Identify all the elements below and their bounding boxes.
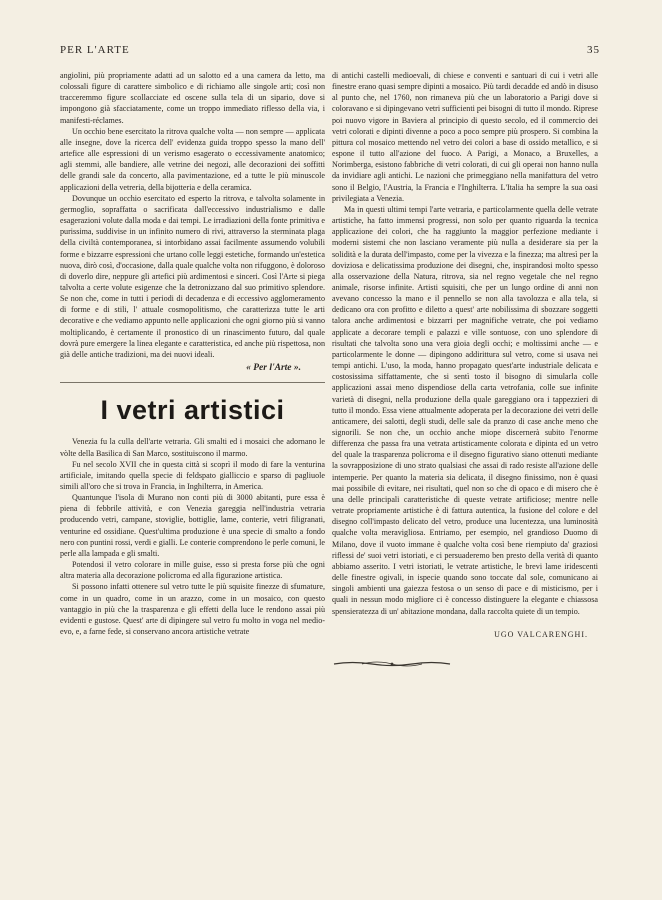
paragraph: Ma in questi ultimi tempi l'arte vetraria, e particolarmente quella delle vetrate artistiche, ha fatto immensi progressi, non solo per quanto riguarda la tecnica applicazione dei colori, che ha raggiunto la maggior perfezione mediante i moderni sistemi che non lasciano veramente più nulla a desiderare sia per la solidità e la durata dell'impasto, come per la vivezza e la finezza; ma altresì per la doviziosa e delicatissima produzione dei disegni, che, inspirandosi molto spesso alla osservazione della Natura, ritrova, sia nel regno vegetale che nel regno animale, risorse infinite. Artisti squisiti, che per un lungo ordine di anni non avevano concesso la mano e il pennello se non alla tavolozza e alla tela, si dedicano ora con profitto e diletto a quest' arte nobilissima di sbozzare soggetti talora anche ardimentosi e bizzarri per magnifiche vetrate, che poi vediamo applicate a decorare templi e palazzi e ville sontuose, con uno splendore di risultati che talvolta sono una vera gioia degli occhi; e moltissimi anche — e particolarmente le donne — dipingono addirittura sul vetro, come si usava nei tempi antichi. L'uso, la moda, hanno propagato quest'arte industriale delicata e costosissima siffattamente, che si sentì tosto il bisogno di simularla colle applicazioni assai meno dispendiose della carta vetrofania, colle sue infinite varietà di disegni, nella produzione della quale gareggiano ora i tappezzieri di tutto il mondo. Essa viene attualmente adoperata per la decorazione dei vetri delle anticamere, dei salotti, degli studi, delle sale da pranzo di case anche meno che signorili. Se non che, un occhio anche miope discernerà subito l'enorme differenza che passa fra una vetrata artisticamente colorata e dipinta ed un vetro del quale la trasparenza policroma e il disegno figurativo siano ottenuti mediante la sovrapposizione di uno strato qualsiasi che assai di rado resiste all'azione delle intemperie. Per quanto la materia sia delicata, il disegno finissimo, non è quasi mai possibile di evitare, nei risultati, quel non so che di opaco e di misero che è una delle principali caratteristiche di queste vetrate artificiose; mentre nelle vetrate propriamente artistiche è di fattura autentica, la fusione del colore e del disegno coll'impasto delicato del vetro, produce una lucentezza, una luminosità qualche volta meravigliosa. Entriamo, per esempio, nel grandioso Duomo di Milano, dove il vuoto immane è qualche volta così bene riempiuto da' graziosi riflessi de' suoi vetri istoriati, e ci persuaderemo ben presto della verità di quanto abbiamo asserito. I vetri istoriati, le vetrate artistiche, le brevi lame iridescenti delle finestre ogivali, in ispecie quando sono toccate dal sole, comunicano ai singoli ambienti una gaiezza festosa o un senso di pace e di misticismo, per i quali in nessun modo migliore ci è concesso distinguere la elegante e chiassosa spensieratezza di un' abitazione mondana, dalla raccolta quiete di un tempio. (332, 204, 598, 616)
paragraph: Quantunque l'isola di Murano non conti più di 3000 abitanti, pure essa è piena di febbrile attività, e con Venezia gareggia nell'industria vetraria producendo vetri, campane, stoviglie, bottiglie, lame, conterie, vetri filigranati, venturine ed ossidiane. Quest'ultima produzione è una specie di smalto a fondo nero con puntini rossi, verdi e gialli. Le conterie comprendono le perle comuni, le perle alla lampada e gli smalti. (60, 493, 325, 558)
paragraph: Fu nel secolo XVII che in questa città si scoprì il modo di fare la venturina artificiale, imitando quella specie di feldspato gialliccio e sparso di pagliuole simili all'oro che si trova in Francia, in Inghilterra, in America. (60, 459, 325, 491)
section-divider (60, 382, 325, 383)
paragraph: di antichi castelli medioevali, di chiese e conventi e santuari di cui i vetri alle finestre erano quasi sempre dipinti a mosaico. Più tardi decadde ed andò in disuso al punto che, nel 1760, non rimaneva più che un laboratorio a Parigi dove si coloravano e si dipingevano vetri sufficienti pei bisogni di tutto il mondo. Riprese poi nuovo vigore in Baviera al principio di questo secolo, ed il commercio dei vetri colorati e dipinti divenne a poco a poco sempre più prospero. Si combina la pittura col mosaico mettendo nel vetro dei colori a base di ossido metallico, e si espone il tutto all'azione del fuoco. A Parigi, a Monaco, a Bruxelles, a Norimberga, esistono fabbriche di vetri colorati, di cui gli operai non hanno nulla da invidiare agli antichi. Le nazioni che primeggiano nella manifattura del vetro sono il Belgio, l'Austria, la Francia e l'Inghilterra. L'Italia ha sempre la sua oasi privilegiata a Venezia. (332, 71, 598, 203)
paragraph: Venezia fu la culla dell'arte vetraria. Gli smalti ed i mosaici che adornano le vòlte della Basilica di San Marco, sostituiscono il marmo. (60, 437, 325, 458)
section-signature: « Per l'Arte ». (246, 363, 301, 374)
left-column (60, 70, 325, 637)
paragraph: Dovunque un occhio esercitato ed esperto la ritrova, e talvolta solamente in germoglio, sopraffatta o sacrificata dall'eccessivo industrialismo e dalle esagerazioni volute dalla moda e dai tempi. Le irradiazioni della fonte primitiva e purissima, suddivise in un infinito numero di rivi, attraverso la sterminata plaga della civiltà contemporanea, si intorbidano assai facilmente assumendo volubili forme e bizzarre espressioni che urtano colle leggi estetiche, formando un'estetica nuova, dirò così, d'occasione, dalla quale qualche volta non rifuggono, è doloroso di doverlo dire, neppure gli artefici più ardimentosi e sinceri. Così l'Arte si piega talvolta a certe volute esigenze che la detronizzano dal suo primitivo splendore. Se non che, come in tutti i periodi di decadenza e di eccessivo agglomeramento di forme e di stili, l' attuale cosmopolitismo, che caratterizza tutte le arti decorative e che vediamo appunto nelle applicazioni che ogni giorno più si vanno moltiplicando, è certamente il pronostico di un rinascimento futuro, dal quale dovrà pure emergere la linea elegante e caratteristica, ed anche più rispettosa, non già delle antiche tradizioni, ma dei nuovi ideali. (60, 193, 325, 359)
article-title: I vetri artistici (100, 395, 285, 426)
page-header (60, 44, 600, 56)
paragraph: Un occhio bene esercitato la ritrova qualche volta — non sempre — applicata alle insegne, dove la ricerca dell' evidenza guida troppo spesso la mano dell' artefice alle espressioni di un verismo esagerato o eccessivamente anatomico; agli stemmi, alle bandiere, alle vetrine dei negozi, alle decorazioni dei soffitti delle grandi sale da concerto, alla pavimentazione, ed a tutte le più minuscole applicazioni della vetreria, della bijotteria e della ceramica. (60, 126, 325, 192)
paragraph: angiolini, più propriamente adatti ad un salotto ed a una camera da letto, ma colossali figure di carattere simbolico e di richiamo alle singole arti; così non tracceremmo figure scollacciate ed oscene sulla tela di un sipario, dove si impongono già sfacciatamente, come un troppo immediato riflesso della via, i manifesti-réclames. (60, 71, 325, 125)
right-column (332, 70, 598, 671)
running-title: PER L'ARTE (60, 44, 130, 56)
paragraph: Si possono infatti ottenere sul vetro tutte le più squisite finezze di sfumature, come in un quadro, come in un arazzo, come in un mosaico, con questo vantaggio in più che la trasparenza e gli effetti della luce le rendono assai più evidenti e gustose. Quest' arte di dipingere sul vetro fu molto in voga nel medio-evo, e, a farne fede, si conservano ancora artistiche vetrate (60, 582, 325, 637)
page-number: 35 (587, 44, 600, 56)
author-signature: UGO VALCARENGHI. (494, 629, 588, 639)
end-ornament-icon (332, 660, 452, 668)
paragraph: Potendosi il vetro colorare in mille guise, esso si presta forse più che ogni altra materia alla decorazione policroma ed alla figurazione artistica. (60, 560, 325, 581)
